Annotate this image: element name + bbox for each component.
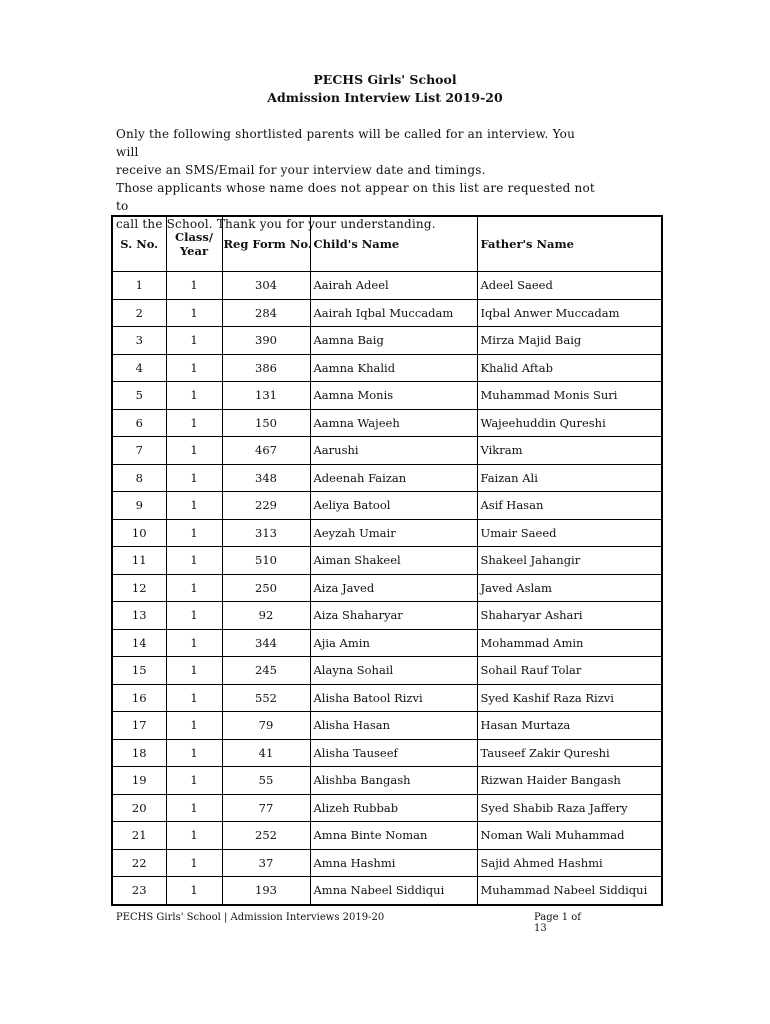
cell-father-name: Wajeehuddin Qureshi — [477, 409, 662, 437]
cell-sno: 1 — [112, 272, 166, 300]
cell-child-name: Ajia Amin — [310, 629, 477, 657]
cell-reg-form: 77 — [222, 794, 310, 822]
cell-class: 1 — [166, 409, 222, 437]
cell-class: 1 — [166, 712, 222, 740]
cell-class: 1 — [166, 739, 222, 767]
cell-class: 1 — [166, 684, 222, 712]
cell-father-name: Khalid Aftab — [477, 354, 662, 382]
header-class: Class/ Year — [166, 216, 222, 272]
cell-class: 1 — [166, 794, 222, 822]
cell-child-name: Alisha Hasan — [310, 712, 477, 740]
cell-father-name: Rizwan Haider Bangash — [477, 767, 662, 795]
cell-sno: 10 — [112, 519, 166, 547]
cell-child-name: Aiman Shakeel — [310, 547, 477, 575]
cell-child-name: Alishba Bangash — [310, 767, 477, 795]
cell-father-name: Tauseef Zakir Qureshi — [477, 739, 662, 767]
cell-sno: 3 — [112, 327, 166, 355]
cell-child-name: Amna Hashmi — [310, 849, 477, 877]
table-row — [112, 547, 662, 575]
intro-line: receive an SMS/Email for your interview date and timings. — [116, 163, 486, 177]
cell-sno: 8 — [112, 464, 166, 492]
interview-list-table — [111, 215, 663, 906]
table-row — [112, 849, 662, 877]
cell-child-name: Aamna Baig — [310, 327, 477, 355]
cell-father-name: Hasan Murtaza — [477, 712, 662, 740]
cell-father-name: Noman Wali Muhammad — [477, 822, 662, 850]
cell-reg-form: 284 — [222, 299, 310, 327]
cell-reg-form: 252 — [222, 822, 310, 850]
cell-reg-form: 313 — [222, 519, 310, 547]
cell-child-name: Aairah Adeel — [310, 272, 477, 300]
cell-reg-form: 552 — [222, 684, 310, 712]
cell-father-name: Sohail Rauf Tolar — [477, 657, 662, 685]
cell-sno: 23 — [112, 877, 166, 905]
table-row — [112, 327, 662, 355]
cell-reg-form: 344 — [222, 629, 310, 657]
cell-sno: 2 — [112, 299, 166, 327]
table-row — [112, 767, 662, 795]
cell-reg-form: 467 — [222, 437, 310, 465]
table-row — [112, 464, 662, 492]
cell-child-name: Amna Nabeel Siddiqui — [310, 877, 477, 905]
table-row — [112, 657, 662, 685]
footer-left: PECHS Girls' School | Admission Interviews 2019-20 — [116, 912, 385, 923]
intro-line: Only the following shortlisted parents will be called for an interview. You will — [116, 127, 575, 159]
table-row — [112, 739, 662, 767]
cell-child-name: Aamna Wajeeh — [310, 409, 477, 437]
cell-class: 1 — [166, 327, 222, 355]
cell-sno: 7 — [112, 437, 166, 465]
cell-child-name: Aamna Khalid — [310, 354, 477, 382]
cell-class: 1 — [166, 767, 222, 795]
cell-child-name: Alayna Sohail — [310, 657, 477, 685]
cell-sno: 16 — [112, 684, 166, 712]
page-number: Page 1 of 13 — [534, 912, 582, 934]
table-row — [112, 877, 662, 905]
cell-class: 1 — [166, 437, 222, 465]
cell-reg-form: 79 — [222, 712, 310, 740]
cell-class: 1 — [166, 354, 222, 382]
cell-reg-form: 250 — [222, 574, 310, 602]
cell-child-name: Aarushi — [310, 437, 477, 465]
cell-class: 1 — [166, 877, 222, 905]
cell-child-name: Aiza Javed — [310, 574, 477, 602]
cell-class: 1 — [166, 299, 222, 327]
table-row — [112, 354, 662, 382]
table-row — [112, 684, 662, 712]
cell-sno: 21 — [112, 822, 166, 850]
header-father-name: Father's Name — [477, 216, 662, 272]
cell-sno: 22 — [112, 849, 166, 877]
header-child-name: Child's Name — [310, 216, 477, 272]
cell-child-name: Alisha Tauseef — [310, 739, 477, 767]
page-footer — [116, 912, 596, 934]
table-row — [112, 602, 662, 630]
table-row — [112, 712, 662, 740]
cell-reg-form: 55 — [222, 767, 310, 795]
cell-reg-form: 390 — [222, 327, 310, 355]
cell-reg-form: 510 — [222, 547, 310, 575]
cell-child-name: Adeenah Faizan — [310, 464, 477, 492]
cell-child-name: Aamna Monis — [310, 382, 477, 410]
cell-sno: 14 — [112, 629, 166, 657]
cell-reg-form: 150 — [222, 409, 310, 437]
document-title — [0, 71, 770, 107]
table-row — [112, 794, 662, 822]
cell-father-name: Syed Kashif Raza Rizvi — [477, 684, 662, 712]
cell-class: 1 — [166, 492, 222, 520]
cell-child-name: Aairah Iqbal Muccadam — [310, 299, 477, 327]
cell-father-name: Vikram — [477, 437, 662, 465]
cell-reg-form: 348 — [222, 464, 310, 492]
cell-father-name: Shaharyar Ashari — [477, 602, 662, 630]
cell-reg-form: 229 — [222, 492, 310, 520]
cell-sno: 13 — [112, 602, 166, 630]
cell-reg-form: 245 — [222, 657, 310, 685]
table-row — [112, 629, 662, 657]
table-row — [112, 382, 662, 410]
cell-reg-form: 193 — [222, 877, 310, 905]
header-reg-form: Reg Form No. — [222, 216, 310, 272]
cell-father-name: Javed Aslam — [477, 574, 662, 602]
intro-line: Those applicants whose name does not appear on this list are requested not to — [116, 181, 595, 213]
cell-sno: 20 — [112, 794, 166, 822]
cell-father-name: Iqbal Anwer Muccadam — [477, 299, 662, 327]
table-row — [112, 409, 662, 437]
cell-reg-form: 92 — [222, 602, 310, 630]
cell-sno: 5 — [112, 382, 166, 410]
cell-reg-form: 41 — [222, 739, 310, 767]
header-sno: S. No. — [112, 216, 166, 272]
cell-child-name: Aiza Shaharyar — [310, 602, 477, 630]
table-row — [112, 519, 662, 547]
cell-sno: 12 — [112, 574, 166, 602]
cell-sno: 17 — [112, 712, 166, 740]
list-subtitle: Admission Interview List 2019-20 — [267, 90, 503, 105]
cell-father-name: Adeel Saeed — [477, 272, 662, 300]
table-row — [112, 437, 662, 465]
cell-father-name: Mohammad Amin — [477, 629, 662, 657]
table-row — [112, 574, 662, 602]
table-row — [112, 299, 662, 327]
cell-class: 1 — [166, 382, 222, 410]
cell-child-name: Alizeh Rubbab — [310, 794, 477, 822]
table-row — [112, 822, 662, 850]
cell-father-name: Muhammad Monis Suri — [477, 382, 662, 410]
cell-class: 1 — [166, 519, 222, 547]
table-row — [112, 272, 662, 300]
cell-child-name: Aeyzah Umair — [310, 519, 477, 547]
cell-class: 1 — [166, 657, 222, 685]
cell-sno: 4 — [112, 354, 166, 382]
cell-sno: 6 — [112, 409, 166, 437]
cell-child-name: Alisha Batool Rizvi — [310, 684, 477, 712]
intro-line: call the School. Thank you for your understanding. — [116, 217, 436, 231]
cell-reg-form: 37 — [222, 849, 310, 877]
school-name: PECHS Girls' School — [313, 72, 457, 87]
cell-class: 1 — [166, 849, 222, 877]
cell-class: 1 — [166, 602, 222, 630]
cell-father-name: Mirza Majid Baig — [477, 327, 662, 355]
cell-reg-form: 386 — [222, 354, 310, 382]
cell-sno: 15 — [112, 657, 166, 685]
cell-reg-form: 131 — [222, 382, 310, 410]
cell-father-name: Umair Saeed — [477, 519, 662, 547]
cell-class: 1 — [166, 629, 222, 657]
cell-father-name: Faizan Ali — [477, 464, 662, 492]
table-row — [112, 492, 662, 520]
cell-father-name: Asif Hasan — [477, 492, 662, 520]
cell-sno: 18 — [112, 739, 166, 767]
cell-class: 1 — [166, 464, 222, 492]
cell-class: 1 — [166, 547, 222, 575]
cell-father-name: Syed Shabib Raza Jaffery — [477, 794, 662, 822]
cell-father-name: Muhammad Nabeel Siddiqui — [477, 877, 662, 905]
cell-sno: 19 — [112, 767, 166, 795]
cell-father-name: Sajid Ahmed Hashmi — [477, 849, 662, 877]
cell-father-name: Shakeel Jahangir — [477, 547, 662, 575]
cell-sno: 9 — [112, 492, 166, 520]
cell-child-name: Amna Binte Noman — [310, 822, 477, 850]
cell-reg-form: 304 — [222, 272, 310, 300]
cell-class: 1 — [166, 574, 222, 602]
table-header-row — [112, 216, 662, 272]
cell-class: 1 — [166, 272, 222, 300]
cell-child-name: Aeliya Batool — [310, 492, 477, 520]
cell-sno: 11 — [112, 547, 166, 575]
cell-class: 1 — [166, 822, 222, 850]
